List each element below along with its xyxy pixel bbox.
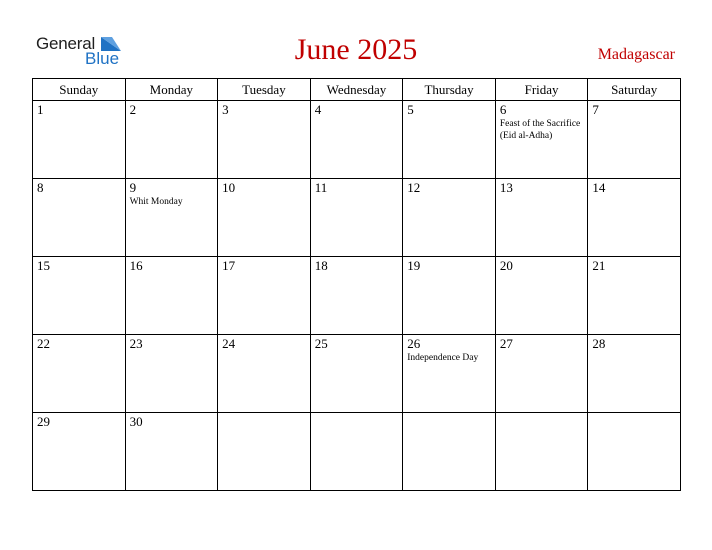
day-cell: [310, 335, 403, 413]
holiday-label: [496, 195, 588, 196]
holiday-label: [33, 117, 125, 118]
day-cell: [588, 101, 681, 179]
holiday-label: [311, 117, 403, 118]
weekday-header-row: [33, 79, 681, 101]
day-number: 7: [592, 102, 599, 117]
holiday-label: [403, 273, 495, 274]
holiday-label: [403, 415, 495, 416]
holiday-label: [218, 117, 310, 118]
day-number: 21: [592, 258, 606, 273]
day-number: 30: [129, 414, 143, 429]
holiday-label: Whit Monday: [129, 197, 183, 207]
holiday-label: [33, 273, 125, 274]
day-cell: [495, 101, 588, 179]
day-cell: [310, 179, 403, 257]
holiday-label: [33, 429, 125, 430]
day-number: 13: [499, 180, 513, 195]
holiday-label: [311, 415, 403, 416]
day-cell: [218, 335, 311, 413]
day-number: 12: [407, 180, 421, 195]
country-name: Madagascar: [597, 46, 675, 63]
day-cell: [218, 179, 311, 257]
holiday-label: [588, 117, 680, 118]
holiday-label: [496, 351, 588, 352]
day-cell: [403, 101, 496, 179]
holiday-label: [126, 351, 218, 352]
day-number: 18: [314, 258, 328, 273]
holiday-label: [126, 273, 218, 274]
day-cell: [495, 413, 588, 491]
logo-blue-text: Blue: [85, 49, 120, 68]
weekday-header: Tuesday: [218, 79, 311, 101]
day-number: 16: [129, 258, 143, 273]
day-cell: [403, 413, 496, 491]
calendar-title: June 2025: [294, 33, 418, 66]
week-row: [33, 413, 681, 491]
holiday-label: [588, 195, 680, 196]
day-cell: [125, 179, 218, 257]
weekday-header: Friday: [495, 79, 588, 101]
holiday-label: [126, 429, 218, 430]
holiday-label: Feast of the Sacrifice (Eid al-Adha): [499, 119, 581, 141]
logo-general-text: General: [36, 34, 96, 53]
holiday-label: [218, 415, 310, 416]
holiday-label: [33, 195, 125, 196]
day-number: 29: [37, 414, 50, 429]
day-cell: [310, 257, 403, 335]
holiday-label: [311, 195, 403, 196]
day-number: 26: [407, 336, 421, 351]
weekday-header: Saturday: [588, 79, 681, 101]
holiday-label: [126, 117, 218, 118]
day-number: 15: [37, 258, 50, 273]
holiday-label: [588, 351, 680, 352]
day-cell: [125, 335, 218, 413]
day-number: 23: [129, 336, 143, 351]
weekday-header: Thursday: [403, 79, 496, 101]
holiday-label: [218, 195, 310, 196]
day-cell: [218, 413, 311, 491]
day-number: 24: [222, 336, 236, 351]
day-cell: [218, 101, 311, 179]
day-cell: [310, 413, 403, 491]
calendar-grid: [32, 78, 681, 491]
day-number: 27: [499, 336, 513, 351]
day-cell: [33, 335, 126, 413]
day-cell: [403, 179, 496, 257]
day-number: 25: [314, 336, 328, 351]
day-cell: [218, 257, 311, 335]
holiday-label: Independence Day: [407, 353, 479, 363]
week-row: [33, 179, 681, 257]
day-number: 28: [592, 336, 606, 351]
day-number: 19: [407, 258, 421, 273]
weekday-header: Monday: [125, 79, 218, 101]
holiday-label: [403, 117, 495, 118]
day-number: 8: [37, 180, 44, 195]
day-cell: [310, 101, 403, 179]
holiday-label: [218, 351, 310, 352]
day-cell: [588, 179, 681, 257]
day-cell: [403, 335, 496, 413]
day-number: 1: [37, 102, 44, 117]
day-number: 14: [592, 180, 606, 195]
holiday-label: [33, 351, 125, 352]
week-row: [33, 101, 681, 179]
day-cell: [495, 335, 588, 413]
day-number: 10: [222, 180, 236, 195]
day-number: 22: [37, 336, 50, 351]
week-row: [33, 257, 681, 335]
week-row: [33, 335, 681, 413]
holiday-label: [588, 273, 680, 274]
day-cell: [33, 257, 126, 335]
day-number: 20: [499, 258, 513, 273]
day-cell: [588, 413, 681, 491]
day-cell: [588, 257, 681, 335]
day-cell: [33, 413, 126, 491]
day-number: 3: [222, 102, 229, 117]
day-cell: [33, 179, 126, 257]
day-cell: [33, 101, 126, 179]
day-number: 6: [499, 102, 507, 117]
weekday-header: Sunday: [33, 79, 126, 101]
holiday-label: [588, 415, 680, 416]
day-cell: [125, 413, 218, 491]
day-number: 11: [314, 180, 328, 195]
day-number: 9: [129, 180, 137, 195]
day-cell: [125, 257, 218, 335]
day-cell: [495, 257, 588, 335]
holiday-label: [496, 273, 588, 274]
holiday-label: [311, 273, 403, 274]
day-cell: [125, 101, 218, 179]
holiday-label: [496, 415, 588, 416]
holiday-label: [403, 195, 495, 196]
holiday-label: [218, 273, 310, 274]
weekday-header: Wednesday: [310, 79, 403, 101]
day-cell: [403, 257, 496, 335]
day-number: 5: [407, 102, 414, 117]
day-number: 17: [222, 258, 236, 273]
day-number: 2: [129, 102, 137, 117]
holiday-label: [311, 351, 403, 352]
day-number: 4: [314, 102, 322, 117]
day-cell: [495, 179, 588, 257]
day-cell: [588, 335, 681, 413]
